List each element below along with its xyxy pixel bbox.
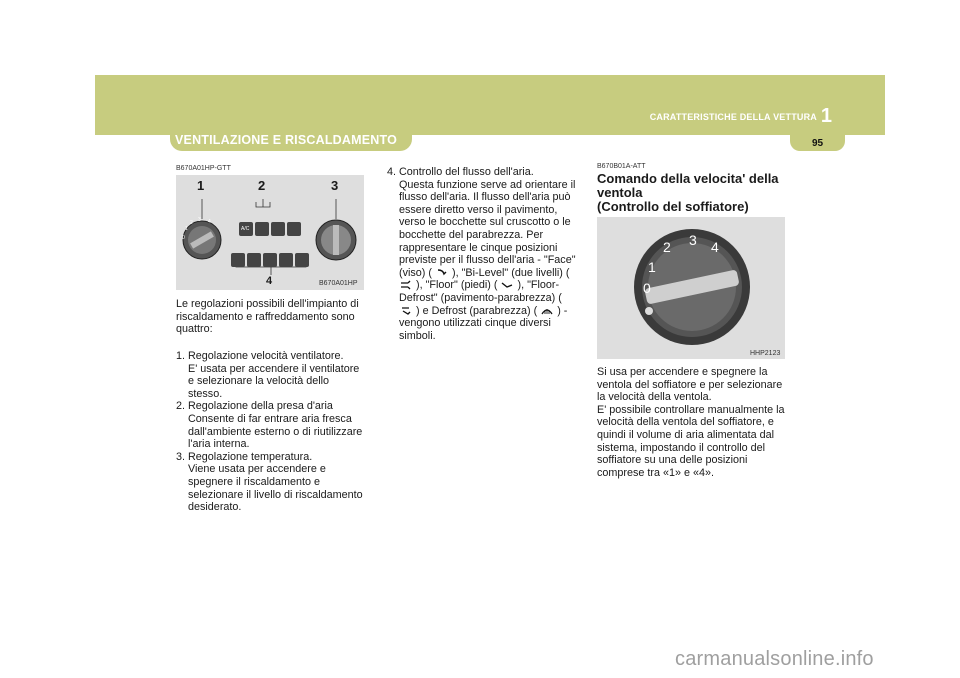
list-item-number: 1. <box>176 350 186 362</box>
list-item-number: 3. <box>176 450 186 463</box>
callout-3: 3 <box>331 178 339 193</box>
list-item-title: Regolazione della presa d'aria <box>188 400 333 413</box>
blower-number-1: 1 <box>648 259 656 275</box>
page-tab <box>790 133 845 151</box>
list-item-number: 2. <box>176 400 186 413</box>
list-item <box>176 451 366 514</box>
left-knob-number-3: 3 <box>198 217 201 223</box>
left-knob-number-4: 4 <box>208 219 211 225</box>
subsection-title <box>597 172 787 214</box>
blower-number-3: 3 <box>689 232 697 248</box>
subsection-title-line-1: Comando della velocita' della ventola <box>597 171 779 200</box>
right-paragraph-2: E' possibile controllare manualmente la velocità della ventola del soffiatore, e quindi il volume di aria alimentata dal sistema, impostando il controllo del soffiatore su una delle posizioni comprese tra «1» e «4». <box>597 403 785 479</box>
defrost-mode-icon <box>540 306 554 316</box>
watermark: carmanualsonline.info <box>675 648 874 670</box>
list-item <box>387 166 577 342</box>
page-number: 95 <box>811 138 824 149</box>
airflow-text-2: ), "Bi-Level" (due livelli) ( <box>452 266 570 279</box>
subsection-title-line-2: (Controllo del soffiatore) <box>597 199 749 214</box>
list-item-title: Regolazione temperatura. <box>188 450 313 463</box>
bi-level-mode-icon <box>399 280 413 290</box>
left-knob-number-0: 0 <box>182 235 185 241</box>
figure-caption-left: B670A01HP <box>319 280 358 287</box>
blower-number-4: 4 <box>711 239 719 255</box>
blower-knob-figure <box>597 217 785 359</box>
chapter-number: 1 <box>820 105 832 127</box>
list-item-number: 4. <box>387 166 397 178</box>
left-knob-number-2: 2 <box>190 220 193 226</box>
callout-4: 4 <box>266 275 273 287</box>
list-item <box>176 400 366 450</box>
right-paragraph-1: Si usa per accendere e spegnere la ventola del soffiatore e per selezionare la velocità della ventola. <box>597 366 783 404</box>
airflow-text-6: ) - vengono utilizzati cinque diversi simboli. <box>399 304 568 342</box>
chapter-title: CARATTERISTICHE DELLA VETTURA <box>649 112 817 122</box>
blower-number-2: 2 <box>663 239 671 255</box>
floor-defrost-mode-icon <box>399 306 413 316</box>
left-list <box>176 350 366 514</box>
list-item-title: Controllo del flusso dell'aria. <box>399 166 534 178</box>
list-item-title: Regolazione velocità ventilatore. <box>188 350 344 362</box>
left-knob-number-1: 1 <box>185 226 188 232</box>
list-item-body: E' usata per accendere il ventilatore e selezionare la velocità dello stesso. <box>188 362 360 400</box>
airflow-text-4: ), "Floor-Defrost" (pavimento-parabrezza) ( <box>399 279 562 304</box>
right-code: B670B01A-ATT <box>597 163 646 170</box>
header-band <box>95 75 885 135</box>
intro-paragraph: Le regolazioni possibili dell'impianto di riscaldamento e raffreddamento sono quattro: <box>176 298 359 336</box>
floor-mode-icon <box>500 280 514 290</box>
airflow-text-1: Questa funzione serve ad orientare il flusso dell'aria. Il flusso dell'aria può essere diretto verso il pavimento, verso le bocchette sul cruscotto o le bocchette del parabrezza. Per rappresentare le cinque posizioni previste per il flusso dell'aria - "Face" (viso) ( <box>399 178 576 279</box>
list-item <box>176 350 366 400</box>
fan-symbol-icon <box>645 307 653 315</box>
blower-number-0: 0 <box>643 280 651 296</box>
list-item-body: Consente di far entrare aria fresca dall'ambiente esterno o di riutilizzare l'aria interna. <box>188 412 363 451</box>
ac-button-label: A/C <box>241 226 250 232</box>
figure-caption-right: HHP2123 <box>750 350 781 357</box>
section-title: VENTILAZIONE E RISCALDAMENTO <box>175 133 398 147</box>
airflow-text-3: ), "Floor" (piedi) ( <box>416 279 498 292</box>
airflow-text-5: ) e Defrost (parabrezza) ( <box>416 304 538 317</box>
middle-list <box>387 166 577 342</box>
callout-1: 1 <box>197 178 205 193</box>
list-item-body: Viene usata per accendere e spegnere il riscaldamento e selezionare il livello di riscaldamento desiderato. <box>188 463 363 514</box>
face-mode-icon <box>435 268 449 278</box>
callout-2: 2 <box>258 178 266 193</box>
left-code: B670A01HP-GTT <box>176 165 231 172</box>
right-body <box>597 366 787 479</box>
control-panel-figure <box>176 175 364 290</box>
